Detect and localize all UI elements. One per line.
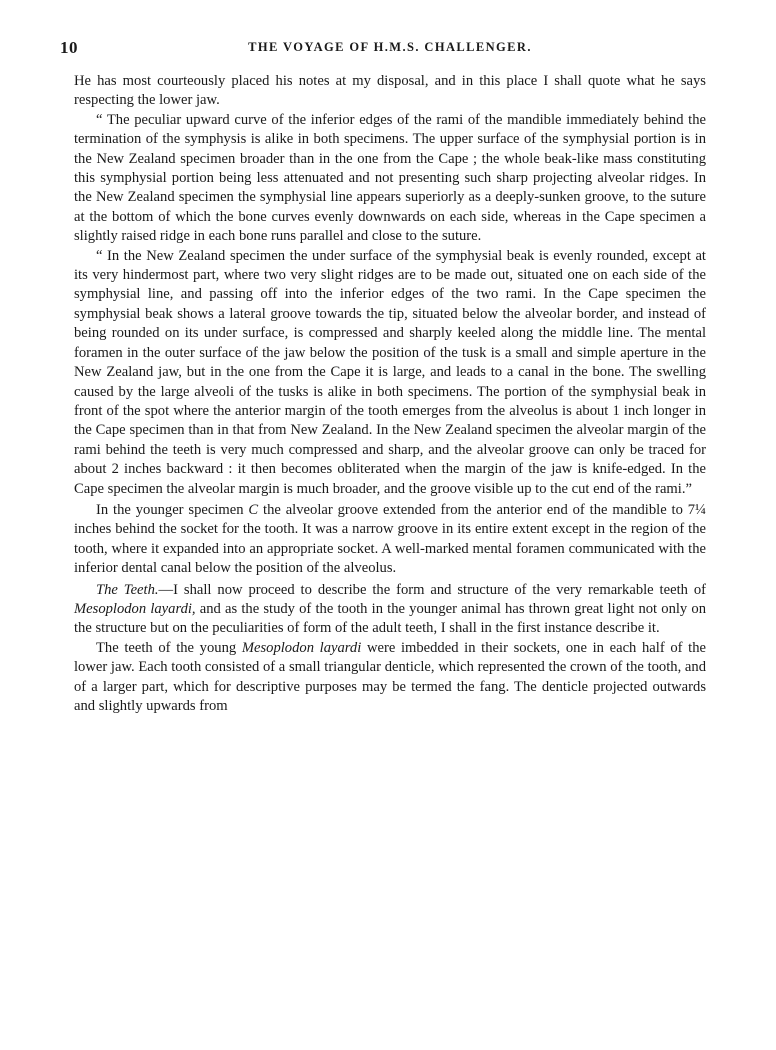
specimen-letter: C	[248, 501, 259, 518]
paragraph-younger-specimen	[74, 501, 706, 579]
text-run: the alveolar groove extended from the anterior end of the mandible to 7¼ inches behind the socket for the tooth. It was a narrow groove in its entire extent except in the region of the tooth, where it expanded into an appropriate socket. A well-marked mental foramen communicated with the inferior dental canal below the position of the alveolus.	[74, 501, 707, 577]
species-name: Mesoplodon layardi	[241, 639, 362, 656]
text-run: were imbedded in their sockets, one in each half of the lower jaw. Each tooth consisted of a small triangular denticle, which represented the crown of the tooth, and of a larger part, which for descriptive purposes may be termed the fang. The denticle projected outwards and slightly upwards from	[74, 639, 706, 714]
section-heading: The Teeth.	[96, 581, 159, 598]
running-title: THE VOYAGE OF H.M.S. CHALLENGER.	[248, 40, 532, 54]
text-run: and as the study of the tooth in the younger animal has thrown great light not only on the structure but on the peculiarities of form of the adult teeth, I shall in the first instance describe it.	[74, 600, 706, 637]
page-number: 10	[60, 38, 78, 57]
paragraph-intro: He has most courteously placed his notes at my disposal, and in this place I shall quote what he says respecting the lower jaw.	[74, 73, 706, 109]
species-name: Mesoplodon layardi,	[74, 600, 196, 617]
text-run: In the younger specimen	[96, 501, 249, 518]
paragraph-quote-under-surface: “ In the New Zealand specimen the under surface of the symphysial beak is evenly rounded, except at its very hindermost part, where two very slight ridges are to be made out, situated one on each side of the symphysial line, and passing off into the inferior edges of the two rami. In the Cape specimen the symphysial beak shows a lateral groove towards the tip, situated below the alveolar border, and instead of being rounded on its under surface, is compressed and sharply keeled along the middle line. The mental foramen in the outer surface of the jaw below the position of the tusk is a small and simple aperture in the New Zealand jaw, but in the one from the Cape it is large, and leads to a canal in the bone. The swelling caused by the large alveoli of the tusks is alike in both specimens. The portion of the symphysial beak in front of the spot where the anterior margin of the tooth emerges from the alveolus is about 1 inch longer in the Cape specimen than in that from New Zealand. In the New Zealand specimen the alveolar margin of the rami behind the teeth is very much compressed and sharp, and the alveolar groove can only be traced for about 2 inches backward : it then becomes obliterated when the margin of the jaw is knife-edged. In the Cape specimen the alveolar margin is much broader, and the groove visible up to the cut end of the rami.”	[74, 247, 706, 497]
paragraph-the-teeth	[74, 581, 706, 639]
text-run: The teeth of the young	[96, 639, 242, 656]
running-head	[60, 38, 706, 64]
paragraph-young-teeth	[74, 639, 706, 717]
text-run: —I shall now proceed to describe the form and structure of the very remarkable teeth of	[158, 581, 706, 598]
paragraph-quote-upper-surface: “ The peculiar upward curve of the inferior edges of the rami of the mandible immediately behind the termination of the symphysis is alike in both specimens. The upper surface of the symphysial portion is in the New Zealand specimen broader than in the one from the Cape ; the whole beak-like mass constituting this symphysial portion being less attenuated and not presenting such sharp projecting alveolar ridges. In the New Zealand specimen the symphysial line appears superiorly as a deeply-sunken groove, to the suture at the bottom of which the bone curves evenly downwards on each side, whereas in the Cape specimen a slightly raised ridge in each bone runs parallel and close to the suture.	[74, 111, 706, 245]
page	[60, 38, 707, 716]
